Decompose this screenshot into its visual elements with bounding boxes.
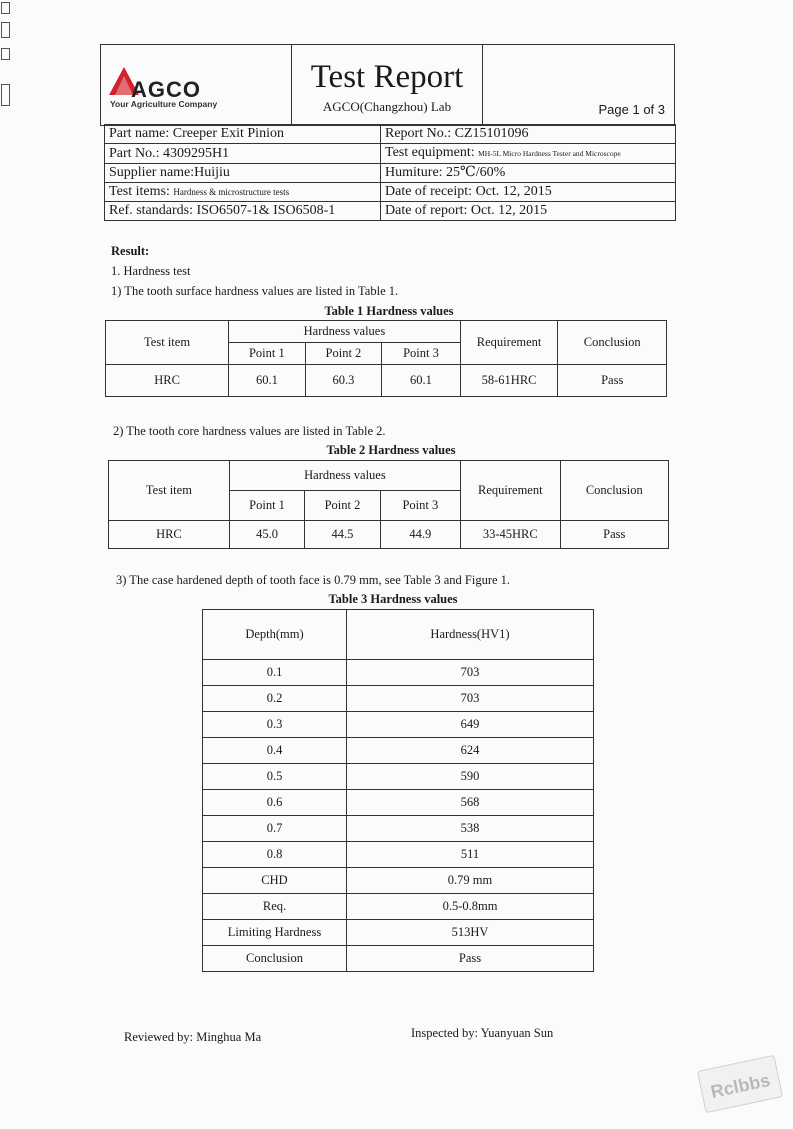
- table3-depth: 0.3: [203, 712, 347, 738]
- watermark-text: Rclbbs: [708, 1069, 772, 1102]
- ref-standards: Ref. standards: ISO6507-1& ISO6508-1: [105, 202, 381, 221]
- table3-depth: 0.5: [203, 764, 347, 790]
- table3-hardness: 568: [347, 790, 594, 816]
- supplier-name: Supplier name:Huijiu: [105, 164, 381, 183]
- table3-hardness: 590: [347, 764, 594, 790]
- table3-depth: CHD: [203, 868, 347, 894]
- table3-hardness-header: Hardness(HV1): [347, 610, 594, 660]
- table3-depth-header: Depth(mm): [203, 610, 347, 660]
- table1-point-header: Point 2: [305, 343, 382, 365]
- humidity: Humiture: 25℃/60%: [381, 164, 676, 183]
- table1-point-header: Point 3: [382, 343, 461, 365]
- page-number: Page 1 of 3: [598, 102, 665, 117]
- table2-requirement-header: Requirement: [461, 461, 561, 521]
- table3-depth: 0.6: [203, 790, 347, 816]
- test-items-label: Test items:: [109, 184, 174, 199]
- table3-hardness: 538: [347, 816, 594, 842]
- part-name: Part name: Creeper Exit Pinion: [105, 125, 381, 144]
- table1-conclusion: Pass: [558, 365, 667, 397]
- test-equipment-label: Test equipment:: [385, 145, 479, 160]
- table2-value: 44.9: [380, 521, 460, 549]
- table3-hardness: 649: [347, 712, 594, 738]
- table3-hardness: 703: [347, 686, 594, 712]
- item2-text: 2) The tooth core hardness values are listed in Table 2.: [113, 424, 386, 438]
- table3-depth: 0.2: [203, 686, 347, 712]
- table3-hardness: 624: [347, 738, 594, 764]
- table1-row-label: HRC: [106, 365, 229, 397]
- scan-edge-artifact: [0, 0, 10, 110]
- table1-value: 60.1: [382, 365, 461, 397]
- lab-name: AGCO(Changzhou) Lab: [322, 99, 452, 114]
- watermark-stamp: [696, 1054, 783, 1114]
- table3-hardness: 703: [347, 660, 594, 686]
- section-hardness-test: 1. Hardness test: [111, 264, 191, 278]
- table3-depth: Limiting Hardness: [203, 920, 347, 946]
- table2-row-label: HRC: [109, 521, 230, 549]
- report-info-table: [104, 124, 676, 221]
- table3-hardness: Pass: [347, 946, 594, 972]
- table1-value: 60.3: [305, 365, 382, 397]
- table1-hardness-header: Hardness values: [229, 321, 461, 343]
- report-header: [100, 44, 675, 126]
- table2-requirement: 33-45HRC: [461, 521, 561, 549]
- test-items-value: Hardness & microstructure tests: [173, 187, 290, 197]
- table2-point-header: Point 2: [305, 491, 380, 521]
- inspected-by: Inspected by: Yuanyuan Sun: [411, 1026, 554, 1040]
- table1: [105, 320, 667, 397]
- title-cell: [292, 45, 483, 125]
- table2-conclusion: Pass: [560, 521, 668, 549]
- report-title: Test Report: [310, 59, 464, 95]
- table2-value: 44.5: [305, 521, 380, 549]
- table2: [108, 460, 669, 549]
- logo-tagline: Your Agriculture Company: [110, 99, 218, 109]
- item1-text: 1) The tooth surface hardness values are listed in Table 1.: [111, 284, 399, 298]
- table3-depth: 0.1: [203, 660, 347, 686]
- table3-hardness: 513HV: [347, 920, 594, 946]
- table3: [202, 609, 594, 972]
- table2-point-header: Point 1: [229, 491, 304, 521]
- table3-depth: 0.8: [203, 842, 347, 868]
- table1-conclusion-header: Conclusion: [558, 321, 667, 365]
- table1-value: 60.1: [229, 365, 306, 397]
- reviewed-by: Reviewed by: Minghua Ma: [124, 1030, 262, 1044]
- table2-value: 45.0: [229, 521, 304, 549]
- part-number: Part No.: 4309295H1: [105, 144, 381, 164]
- item3-text: 3) The case hardened depth of tooth face is 0.79 mm, see Table 3 and Figure 1.: [116, 573, 511, 587]
- table2-conclusion-header: Conclusion: [560, 461, 668, 521]
- receipt-date: Date of receipt: Oct. 12, 2015: [381, 183, 676, 202]
- table3-depth: 0.4: [203, 738, 347, 764]
- test-equipment: [381, 144, 676, 164]
- table1-requirement: 58-61HRC: [460, 365, 558, 397]
- table3-hardness: 0.5-0.8mm: [347, 894, 594, 920]
- test-equipment-value: MH-5L Micro Hardness Tester and Microscope: [478, 149, 621, 158]
- table3-depth: Req.: [203, 894, 347, 920]
- table2-point-header: Point 3: [380, 491, 460, 521]
- table1-requirement-header: Requirement: [460, 321, 558, 365]
- table3-hardness: 0.79 mm: [347, 868, 594, 894]
- table2-caption: Table 2 Hardness values: [326, 443, 456, 457]
- table3-depth: Conclusion: [203, 946, 347, 972]
- table2-test-item-header: Test item: [109, 461, 230, 521]
- table3-hardness: 511: [347, 842, 594, 868]
- table1-caption: Table 1 Hardness values: [324, 304, 454, 318]
- table3-depth: 0.7: [203, 816, 347, 842]
- table3-caption: Table 3 Hardness values: [328, 592, 458, 606]
- table1-point-header: Point 1: [229, 343, 306, 365]
- logo-cell: [101, 45, 292, 125]
- result-heading: Result:: [111, 244, 150, 258]
- test-items: [105, 183, 381, 202]
- report-number: Report No.: CZ15101096: [381, 125, 676, 144]
- report-date: Date of report: Oct. 12, 2015: [381, 202, 676, 221]
- table2-hardness-header: Hardness values: [229, 461, 460, 491]
- logo-text: AGCO: [131, 77, 201, 102]
- table1-test-item-header: Test item: [106, 321, 229, 365]
